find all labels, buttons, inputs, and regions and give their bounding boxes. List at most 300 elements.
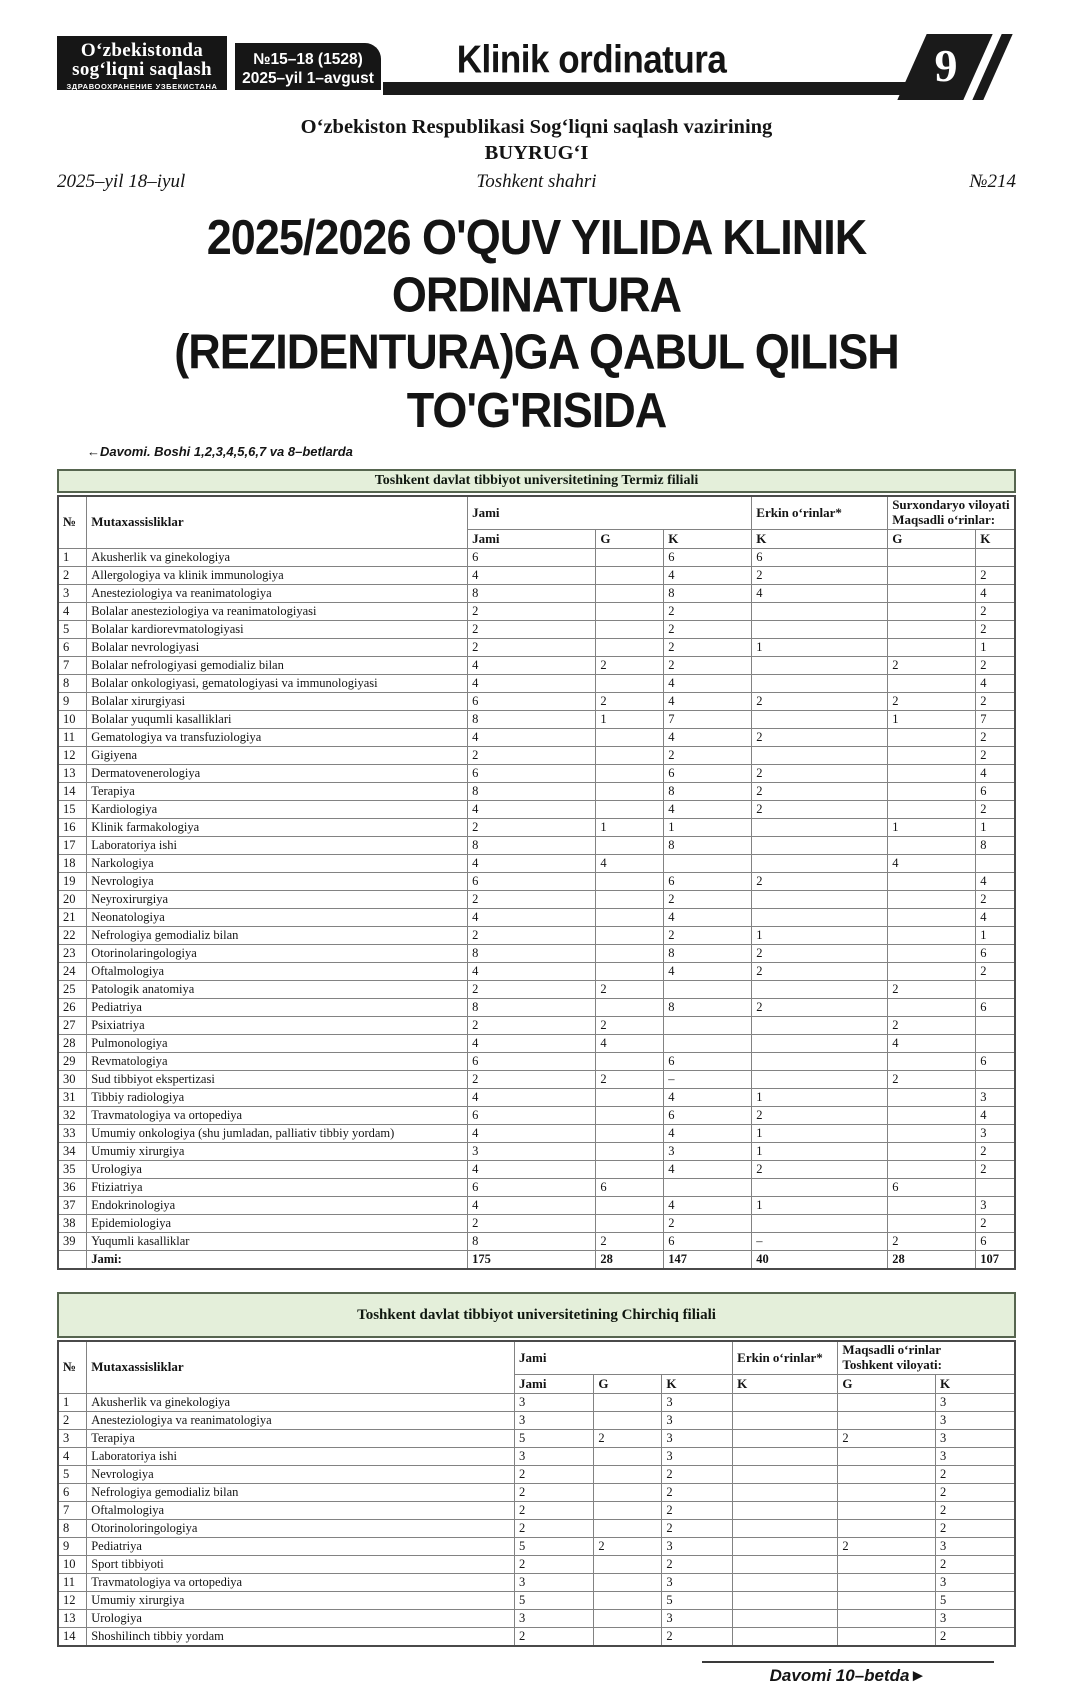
col-header-num: № bbox=[58, 496, 87, 548]
quota-value-cell: 2 bbox=[888, 1016, 976, 1034]
quota-value-cell: 4 bbox=[976, 908, 1015, 926]
totals-row bbox=[58, 1250, 1015, 1269]
specialty-name-cell: Laboratoriya ishi bbox=[87, 1447, 515, 1465]
quota-value-cell: 6 bbox=[664, 1052, 752, 1070]
table-row bbox=[58, 1609, 1015, 1627]
table-row bbox=[58, 674, 1015, 692]
quota-value-cell: 2 bbox=[664, 746, 752, 764]
col-group-maqsadli bbox=[838, 1341, 1015, 1374]
continuation-text: Davomi. Boshi 1,2,3,4,5,6,7 va 8–betlarda bbox=[100, 443, 353, 459]
specialty-name-cell: Otorinolaringologiya bbox=[87, 944, 468, 962]
quota-value-cell bbox=[752, 1214, 888, 1232]
row-number-cell: 31 bbox=[58, 1088, 87, 1106]
quota-value-cell: 2 bbox=[468, 1070, 596, 1088]
specialty-name-cell: Terapiya bbox=[87, 1429, 515, 1447]
quota-value-cell: 2 bbox=[514, 1627, 593, 1646]
quota-value-cell: 2 bbox=[468, 638, 596, 656]
quota-value-cell: 4 bbox=[664, 1088, 752, 1106]
quota-value-cell bbox=[594, 1573, 662, 1591]
row-number-cell: 27 bbox=[58, 1016, 87, 1034]
table-row bbox=[58, 1465, 1015, 1483]
quota-value-cell bbox=[596, 602, 664, 620]
specialty-name-cell: Nefrologiya gemodializ bilan bbox=[87, 1483, 515, 1501]
logo-line1: Oʻzbekistonda bbox=[80, 40, 204, 61]
order-number: №214 bbox=[969, 171, 1016, 192]
quota-value-cell: 1 bbox=[976, 926, 1015, 944]
table-title-chirchiq: Toshkent davlat tibbiyot universitetining Chirchiq filiali bbox=[57, 1292, 1016, 1338]
quota-value-cell bbox=[733, 1519, 838, 1537]
maqsadli-line2: Maqsadli oʻrinlar: bbox=[892, 511, 996, 527]
specialty-name-cell: Sport tibbiyoti bbox=[87, 1555, 515, 1573]
specialty-name-cell: Neonatologiya bbox=[87, 908, 468, 926]
specialty-name-cell: Yuqumli kasalliklar bbox=[87, 1232, 468, 1250]
quota-value-cell: 2 bbox=[752, 782, 888, 800]
quota-value-cell bbox=[976, 1034, 1015, 1052]
quota-value-cell: 4 bbox=[888, 854, 976, 872]
specialty-name-cell: Oftalmologiya bbox=[87, 962, 468, 980]
quota-value-cell bbox=[594, 1411, 662, 1429]
page-number-mark bbox=[912, 34, 998, 104]
row-number-cell: 32 bbox=[58, 1106, 87, 1124]
table-row bbox=[58, 1160, 1015, 1178]
quota-value-cell: 5 bbox=[936, 1591, 1015, 1609]
order-heading bbox=[57, 116, 1016, 193]
quota-value-cell bbox=[888, 602, 976, 620]
table-row bbox=[58, 548, 1015, 566]
quota-value-cell: 2 bbox=[888, 980, 976, 998]
table-row bbox=[58, 1501, 1015, 1519]
quota-value-cell bbox=[838, 1609, 936, 1627]
quota-value-cell: 2 bbox=[976, 656, 1015, 674]
quota-value-cell: 3 bbox=[514, 1447, 593, 1465]
table-row bbox=[58, 710, 1015, 728]
quota-value-cell: 5 bbox=[662, 1591, 733, 1609]
quota-value-cell bbox=[752, 710, 888, 728]
quota-value-cell: 8 bbox=[664, 782, 752, 800]
quota-value-cell bbox=[888, 1160, 976, 1178]
specialty-name-cell: Terapiya bbox=[87, 782, 468, 800]
quota-value-cell bbox=[888, 962, 976, 980]
row-number-cell: 38 bbox=[58, 1214, 87, 1232]
quota-value-cell: 8 bbox=[976, 836, 1015, 854]
quota-value-cell: 2 bbox=[468, 1214, 596, 1232]
subcol-maqsad-k: K bbox=[936, 1374, 1015, 1393]
quota-value-cell: 4 bbox=[664, 728, 752, 746]
quota-value-cell: 8 bbox=[664, 836, 752, 854]
row-number-cell: 10 bbox=[58, 1555, 87, 1573]
quota-value-cell bbox=[888, 548, 976, 566]
page-number: 9 bbox=[933, 40, 957, 91]
specialty-name-cell: Neyroxirurgiya bbox=[87, 890, 468, 908]
specialty-name-cell: Bolalar kardiorevmatologiyasi bbox=[87, 620, 468, 638]
col-group-maqsadli bbox=[888, 496, 1015, 529]
quota-value-cell bbox=[752, 1052, 888, 1070]
quota-value-cell: 1 bbox=[888, 710, 976, 728]
specialty-name-cell: Bolalar xirurgiyasi bbox=[87, 692, 468, 710]
table-title-termiz: Toshkent davlat tibbiyot universitetining Termiz filiali bbox=[57, 469, 1016, 493]
quota-value-cell: 2 bbox=[838, 1429, 936, 1447]
quota-value-cell bbox=[664, 980, 752, 998]
section-title: Klinik ordinatura bbox=[456, 38, 727, 82]
quota-value-cell bbox=[596, 944, 664, 962]
specialty-name-cell: Umumiy onkologiya (shu jumladan, palliativ tibbiy yordam) bbox=[87, 1124, 468, 1142]
row-number-cell: 26 bbox=[58, 998, 87, 1016]
quota-value-cell bbox=[838, 1501, 936, 1519]
quota-value-cell: 2 bbox=[936, 1627, 1015, 1646]
row-number-cell: 23 bbox=[58, 944, 87, 962]
specialty-name-cell: Travmatologiya va ortopediya bbox=[87, 1573, 515, 1591]
quota-value-cell: 2 bbox=[664, 638, 752, 656]
totals-empty-cell bbox=[58, 1250, 87, 1269]
row-number-cell: 34 bbox=[58, 1142, 87, 1160]
quota-value-cell bbox=[594, 1393, 662, 1411]
quota-value-cell bbox=[888, 1106, 976, 1124]
row-number-cell: 36 bbox=[58, 1178, 87, 1196]
specialty-name-cell: Epidemiologiya bbox=[87, 1214, 468, 1232]
col-header-num: № bbox=[58, 1341, 87, 1393]
quota-value-cell bbox=[596, 890, 664, 908]
quota-value-cell bbox=[596, 620, 664, 638]
quota-value-cell: 4 bbox=[664, 566, 752, 584]
row-number-cell: 1 bbox=[58, 548, 87, 566]
quota-value-cell bbox=[976, 1178, 1015, 1196]
table-row bbox=[58, 728, 1015, 746]
table-row bbox=[58, 1178, 1015, 1196]
specialty-name-cell: Pediatriya bbox=[87, 1537, 515, 1555]
subcol-jami: Jami bbox=[514, 1374, 593, 1393]
quota-value-cell bbox=[733, 1447, 838, 1465]
newspaper-logo bbox=[57, 36, 227, 90]
specialty-name-cell: Narkologiya bbox=[87, 854, 468, 872]
row-number-cell: 7 bbox=[58, 1501, 87, 1519]
table-row bbox=[58, 692, 1015, 710]
quota-value-cell bbox=[888, 674, 976, 692]
left-arrow-icon: ← bbox=[87, 443, 100, 459]
specialty-name-cell: Pulmonologiya bbox=[87, 1034, 468, 1052]
quota-value-cell bbox=[733, 1411, 838, 1429]
quota-value-cell: 8 bbox=[664, 998, 752, 1016]
table-row bbox=[58, 1393, 1015, 1411]
quota-value-cell: 2 bbox=[662, 1627, 733, 1646]
quota-value-cell: 2 bbox=[936, 1465, 1015, 1483]
quota-value-cell bbox=[594, 1519, 662, 1537]
specialty-name-cell: Akusherlik va ginekologiya bbox=[87, 548, 468, 566]
quota-value-cell bbox=[733, 1627, 838, 1646]
table-row bbox=[58, 1447, 1015, 1465]
specialty-name-cell: Umumiy xirurgiya bbox=[87, 1591, 515, 1609]
quota-value-cell: 3 bbox=[514, 1573, 593, 1591]
quota-value-cell bbox=[596, 836, 664, 854]
quota-value-cell: 6 bbox=[664, 548, 752, 566]
quota-value-cell: 8 bbox=[468, 710, 596, 728]
continuation-footer bbox=[702, 1661, 994, 1686]
specialty-name-cell: Patologik anatomiya bbox=[87, 980, 468, 998]
row-number-cell: 35 bbox=[58, 1160, 87, 1178]
totals-value: 28 bbox=[596, 1250, 664, 1269]
table-row bbox=[58, 656, 1015, 674]
quota-value-cell bbox=[976, 980, 1015, 998]
quota-value-cell bbox=[752, 1178, 888, 1196]
specialty-name-cell: Kardiologiya bbox=[87, 800, 468, 818]
row-number-cell: 2 bbox=[58, 566, 87, 584]
quota-value-cell bbox=[596, 638, 664, 656]
quota-value-cell: 8 bbox=[664, 944, 752, 962]
row-number-cell: 6 bbox=[58, 1483, 87, 1501]
table-row bbox=[58, 782, 1015, 800]
quota-value-cell: 8 bbox=[664, 584, 752, 602]
quota-value-cell: 2 bbox=[976, 620, 1015, 638]
quota-value-cell: 6 bbox=[468, 692, 596, 710]
quota-value-cell: 4 bbox=[664, 692, 752, 710]
quota-value-cell: 2 bbox=[468, 926, 596, 944]
quota-value-cell bbox=[838, 1393, 936, 1411]
quota-value-cell: 2 bbox=[752, 800, 888, 818]
quota-value-cell: 1 bbox=[752, 638, 888, 656]
quota-value-cell bbox=[752, 890, 888, 908]
quota-value-cell: 2 bbox=[468, 890, 596, 908]
table-row bbox=[58, 1537, 1015, 1555]
quota-value-cell bbox=[838, 1627, 936, 1646]
quota-value-cell: 6 bbox=[976, 1052, 1015, 1070]
quota-value-cell bbox=[596, 800, 664, 818]
quota-value-cell: 4 bbox=[468, 1088, 596, 1106]
quota-value-cell: 3 bbox=[662, 1429, 733, 1447]
quota-value-cell bbox=[888, 620, 976, 638]
order-city: Toshkent shahri bbox=[476, 171, 597, 192]
quota-value-cell: 1 bbox=[596, 710, 664, 728]
quota-value-cell: 6 bbox=[468, 1106, 596, 1124]
specialty-name-cell: Ftiziatriya bbox=[87, 1178, 468, 1196]
footer-text: Davomi 10–betda bbox=[769, 1665, 910, 1685]
quota-value-cell: 1 bbox=[976, 638, 1015, 656]
quota-value-cell: 2 bbox=[596, 980, 664, 998]
quota-value-cell: 4 bbox=[468, 674, 596, 692]
table-row bbox=[58, 1124, 1015, 1142]
quota-value-cell: 4 bbox=[468, 728, 596, 746]
quota-value-cell: 4 bbox=[888, 1034, 976, 1052]
table-row bbox=[58, 1106, 1015, 1124]
quota-value-cell bbox=[888, 728, 976, 746]
quota-value-cell: 1 bbox=[752, 1124, 888, 1142]
table-row bbox=[58, 926, 1015, 944]
table-row bbox=[58, 1591, 1015, 1609]
quota-value-cell: 6 bbox=[468, 872, 596, 890]
quota-value-cell: 1 bbox=[752, 926, 888, 944]
quota-value-cell: 2 bbox=[664, 602, 752, 620]
row-number-cell: 37 bbox=[58, 1196, 87, 1214]
quota-value-cell: 4 bbox=[468, 800, 596, 818]
row-number-cell: 14 bbox=[58, 782, 87, 800]
continuation-note bbox=[87, 444, 1016, 459]
quota-value-cell bbox=[888, 746, 976, 764]
row-number-cell: 15 bbox=[58, 800, 87, 818]
quota-value-cell bbox=[733, 1591, 838, 1609]
quota-value-cell bbox=[888, 926, 976, 944]
quota-value-cell: 8 bbox=[468, 836, 596, 854]
quota-value-cell bbox=[888, 1088, 976, 1106]
quota-value-cell: 2 bbox=[752, 566, 888, 584]
quota-value-cell bbox=[733, 1483, 838, 1501]
quota-value-cell: 3 bbox=[662, 1447, 733, 1465]
specialty-name-cell: Nefrologiya gemodializ bilan bbox=[87, 926, 468, 944]
header-group-row bbox=[58, 1341, 1015, 1374]
subcol-erkin-k: K bbox=[752, 529, 888, 548]
quota-value-cell bbox=[888, 944, 976, 962]
quota-value-cell: 3 bbox=[664, 1142, 752, 1160]
quota-value-cell bbox=[733, 1393, 838, 1411]
quota-value-cell: 2 bbox=[936, 1501, 1015, 1519]
row-number-cell: 17 bbox=[58, 836, 87, 854]
table-row bbox=[58, 620, 1015, 638]
totals-value: 40 bbox=[752, 1250, 888, 1269]
table-row bbox=[58, 800, 1015, 818]
quota-value-cell: 3 bbox=[514, 1393, 593, 1411]
quota-value-cell bbox=[838, 1483, 936, 1501]
col-header-specialty: Mutaxassisliklar bbox=[87, 1341, 515, 1393]
quota-value-cell: 2 bbox=[468, 602, 596, 620]
quota-value-cell: 2 bbox=[662, 1465, 733, 1483]
quota-value-cell: 2 bbox=[596, 692, 664, 710]
table-row bbox=[58, 1627, 1015, 1646]
table-row bbox=[58, 638, 1015, 656]
quota-value-cell bbox=[752, 656, 888, 674]
specialty-name-cell: Otorinoloringologiya bbox=[87, 1519, 515, 1537]
table-row bbox=[58, 764, 1015, 782]
subcol-jami: Jami bbox=[468, 529, 596, 548]
quota-value-cell bbox=[596, 1196, 664, 1214]
quota-value-cell: – bbox=[664, 1070, 752, 1088]
quota-value-cell bbox=[888, 584, 976, 602]
table-row bbox=[58, 1196, 1015, 1214]
quota-value-cell: 3 bbox=[514, 1411, 593, 1429]
col-group-erkin: Erkin oʻrinlar* bbox=[733, 1341, 838, 1374]
quota-value-cell: 2 bbox=[468, 818, 596, 836]
specialty-name-cell: Anesteziologiya va reanimatologiya bbox=[87, 584, 468, 602]
table-row bbox=[58, 998, 1015, 1016]
quota-value-cell: 1 bbox=[752, 1088, 888, 1106]
quota-value-cell: 2 bbox=[888, 1070, 976, 1088]
quota-value-cell: 4 bbox=[468, 566, 596, 584]
table-row bbox=[58, 1214, 1015, 1232]
quota-value-cell bbox=[838, 1465, 936, 1483]
row-number-cell: 6 bbox=[58, 638, 87, 656]
table-row bbox=[58, 584, 1015, 602]
quota-value-cell: 3 bbox=[976, 1124, 1015, 1142]
right-arrow-icon: ► bbox=[909, 1665, 927, 1685]
quota-value-cell: 8 bbox=[468, 944, 596, 962]
quota-value-cell bbox=[752, 854, 888, 872]
quota-value-cell: 3 bbox=[662, 1609, 733, 1627]
quota-value-cell: 3 bbox=[662, 1537, 733, 1555]
specialty-name-cell: Nevrologiya bbox=[87, 1465, 515, 1483]
quota-value-cell: 2 bbox=[752, 728, 888, 746]
quota-value-cell: 2 bbox=[594, 1537, 662, 1555]
quota-value-cell: 2 bbox=[664, 656, 752, 674]
quota-value-cell: 4 bbox=[468, 1034, 596, 1052]
quota-value-cell bbox=[752, 620, 888, 638]
quota-value-cell: 2 bbox=[514, 1465, 593, 1483]
table-row bbox=[58, 746, 1015, 764]
specialty-name-cell: Shoshilinch tibbiy yordam bbox=[87, 1627, 515, 1646]
quota-value-cell bbox=[752, 1034, 888, 1052]
quota-value-cell: 6 bbox=[468, 1052, 596, 1070]
logo-line2: sogʻliqni saqlash bbox=[72, 59, 212, 81]
quota-value-cell: 2 bbox=[976, 800, 1015, 818]
specialty-name-cell: Laboratoriya ishi bbox=[87, 836, 468, 854]
quota-value-cell bbox=[888, 566, 976, 584]
quota-value-cell: 3 bbox=[662, 1573, 733, 1591]
quota-value-cell: 2 bbox=[662, 1555, 733, 1573]
table-row bbox=[58, 1016, 1015, 1034]
specialty-name-cell: Sud tibbiyot ekspertizasi bbox=[87, 1070, 468, 1088]
row-number-cell: 9 bbox=[58, 692, 87, 710]
quota-value-cell: 4 bbox=[468, 656, 596, 674]
quota-value-cell: 2 bbox=[468, 746, 596, 764]
row-number-cell: 3 bbox=[58, 1429, 87, 1447]
masthead-rule bbox=[383, 82, 907, 95]
table-row bbox=[58, 1142, 1015, 1160]
row-number-cell: 5 bbox=[58, 620, 87, 638]
table-row bbox=[58, 1429, 1015, 1447]
quota-value-cell: 4 bbox=[596, 854, 664, 872]
quota-value-cell bbox=[752, 1070, 888, 1088]
quota-value-cell: 2 bbox=[752, 692, 888, 710]
specialty-name-cell: Akusherlik va ginekologiya bbox=[87, 1393, 515, 1411]
quota-value-cell: 2 bbox=[664, 1214, 752, 1232]
specialty-name-cell: Bolalar anesteziologiya va reanimatologiyasi bbox=[87, 602, 468, 620]
quota-value-cell bbox=[596, 1088, 664, 1106]
row-number-cell: 1 bbox=[58, 1393, 87, 1411]
issue-date: 2025–yil 1–avgust bbox=[242, 70, 374, 88]
row-number-cell: 13 bbox=[58, 764, 87, 782]
order-word: BUYRUGʻI bbox=[484, 142, 589, 164]
quota-value-cell: 2 bbox=[468, 980, 596, 998]
subcol-k: K bbox=[662, 1374, 733, 1393]
page-footer bbox=[57, 1661, 1016, 1686]
specialty-name-cell: Allergologiya va klinik immunologiya bbox=[87, 566, 468, 584]
quota-value-cell: 6 bbox=[596, 1178, 664, 1196]
table-row bbox=[58, 566, 1015, 584]
quota-value-cell bbox=[838, 1447, 936, 1465]
quota-value-cell bbox=[752, 602, 888, 620]
quota-value-cell: 4 bbox=[664, 1196, 752, 1214]
quota-value-cell bbox=[594, 1609, 662, 1627]
quota-value-cell: 6 bbox=[468, 764, 596, 782]
quota-value-cell: 7 bbox=[664, 710, 752, 728]
quota-value-cell bbox=[596, 1052, 664, 1070]
table-row bbox=[58, 1232, 1015, 1250]
row-number-cell: 29 bbox=[58, 1052, 87, 1070]
quota-value-cell: 4 bbox=[664, 1160, 752, 1178]
quota-value-cell bbox=[976, 548, 1015, 566]
quota-value-cell bbox=[752, 1016, 888, 1034]
quota-value-cell: 3 bbox=[662, 1393, 733, 1411]
quota-value-cell: 2 bbox=[596, 656, 664, 674]
quota-value-cell: 2 bbox=[976, 728, 1015, 746]
quota-value-cell bbox=[888, 1052, 976, 1070]
specialty-name-cell: Anesteziologiya va reanimatologiya bbox=[87, 1411, 515, 1429]
quota-value-cell bbox=[888, 638, 976, 656]
quota-value-cell: 4 bbox=[664, 1124, 752, 1142]
quota-value-cell: 4 bbox=[976, 584, 1015, 602]
quota-value-cell: 4 bbox=[468, 1160, 596, 1178]
row-number-cell: 21 bbox=[58, 908, 87, 926]
quota-value-cell: 3 bbox=[468, 1142, 596, 1160]
quota-value-cell bbox=[596, 584, 664, 602]
quota-value-cell: 5 bbox=[514, 1429, 593, 1447]
table-row bbox=[58, 1411, 1015, 1429]
logo-subtitle: ЗДРАВООХРАНЕНИЕ УЗБЕКИСТАНА bbox=[66, 81, 218, 91]
